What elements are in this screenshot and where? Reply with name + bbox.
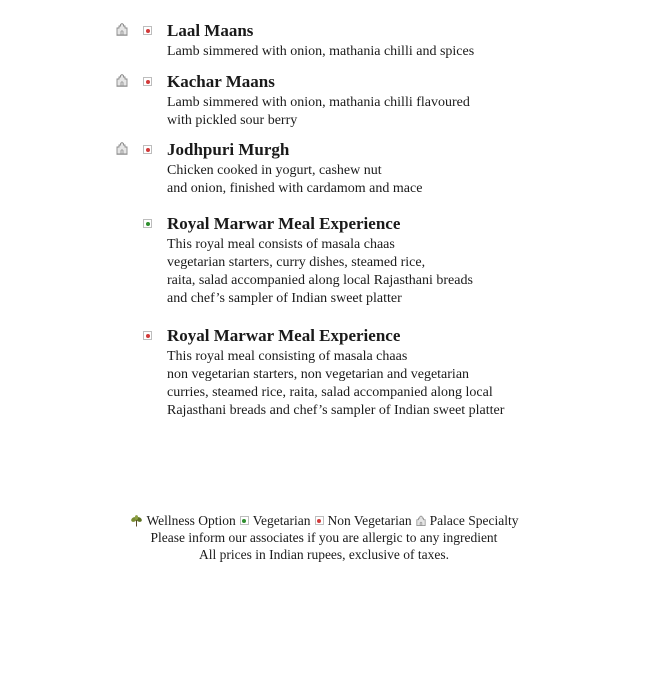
- palace-specialty-icon: [116, 23, 128, 36]
- item-name: Jodhpuri Murgh: [167, 140, 290, 159]
- legend-wellness: Wellness Option: [130, 512, 236, 529]
- item-name: Royal Marwar Meal Experience: [167, 326, 401, 345]
- legend-vegetarian: Vegetarian: [240, 512, 311, 529]
- legend-palace-specialty: Palace Specialty: [416, 512, 519, 529]
- item-name: Laal Maans: [167, 21, 254, 40]
- palace-specialty-icon: [116, 142, 128, 155]
- item-description: Lamb simmered with onion, mathania chilli and spices: [167, 44, 475, 59]
- non-veg-icon: [143, 26, 152, 35]
- palace-specialty-icon: [116, 74, 128, 87]
- non-veg-icon: [315, 516, 324, 525]
- item-description: This royal meal consisting of masala chaas non vegetarian starters, non vegetarian and vegetarian curries, steamed rice, raita, salad accompanied along local Rajasthani breads and chef’s sampler of Indian sweet platter: [167, 349, 505, 418]
- item-name: Kachar Maans: [167, 72, 275, 91]
- non-veg-icon: [143, 145, 152, 154]
- item-name: Royal Marwar Meal Experience: [167, 214, 401, 233]
- allergy-note: Please inform our associates if you are allergic to any ingredient: [150, 530, 498, 545]
- legend-non-vegetarian: Non Vegetarian: [315, 512, 412, 529]
- non-veg-icon: [143, 331, 152, 340]
- price-note: All prices in Indian rupees, exclusive of taxes.: [198, 547, 450, 562]
- item-description: This royal meal consists of masala chaas vegetarian starters, curry dishes, steamed rice, raita, salad accompanied along local Rajasthani breads and chef’s sampler of Indian sweet platter: [167, 237, 473, 306]
- item-description: Chicken cooked in yogurt, cashew nut and onion, finished with cardamom and mace: [167, 163, 423, 196]
- item-description: Lamb simmered with onion, mathania chilli flavoured with pickled sour berry: [167, 95, 470, 128]
- veg-icon: [240, 516, 249, 525]
- non-veg-icon: [143, 77, 152, 86]
- palace-specialty-icon: [416, 515, 426, 527]
- veg-icon: [143, 219, 152, 228]
- menu-legend: [0, 512, 648, 563]
- wellness-leaf-icon: [130, 515, 143, 527]
- legend-key-row: [0, 512, 648, 529]
